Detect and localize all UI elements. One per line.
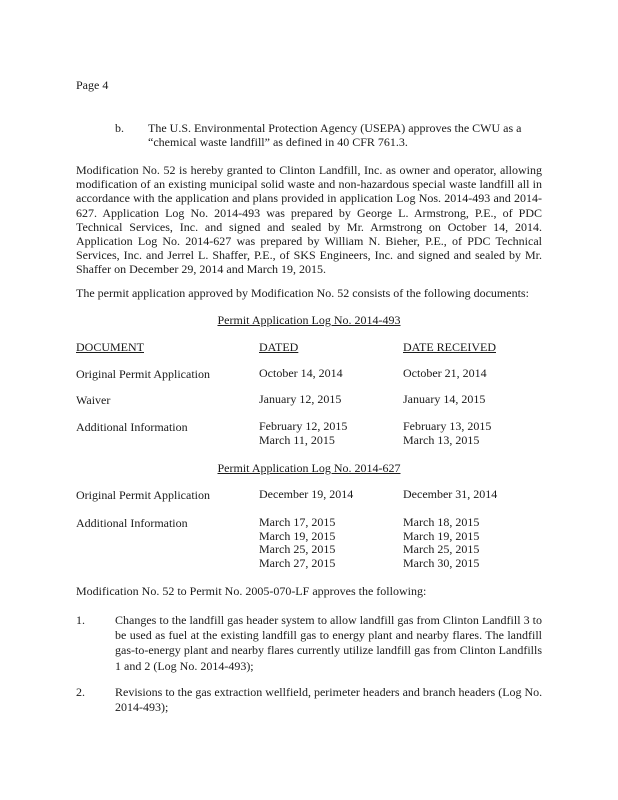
item-2-number: 2.	[76, 685, 85, 699]
item-b-text	[148, 121, 522, 149]
paragraph-line: 627. Application Log No. 2014-493 was prepared by George L. Armstrong, P.E., of PDC	[76, 205, 542, 220]
date-value: October 21, 2014	[403, 366, 487, 380]
paragraph-line: accordance with the application and plans provided in application Log Nos. 2014-493 and 2014-	[76, 191, 542, 206]
item-1-number: 1.	[76, 613, 85, 627]
table1-row1-dated	[259, 367, 343, 381]
table2-row1-dated	[259, 488, 353, 502]
table2-row1-received	[403, 488, 497, 502]
item-line: Changes to the landfill gas header system to allow landfill gas from Clinton Landfill 3 to	[115, 613, 542, 627]
table1-row1-received	[403, 367, 487, 381]
modification-paragraph	[76, 163, 542, 277]
table1-row2-received	[403, 393, 485, 407]
table2-title: Permit Application Log No. 2014-627	[217, 461, 401, 475]
intro-line: The permit application approved by Modification No. 52 consists of the following documents:	[76, 286, 529, 300]
paragraph-line: Technical Services, Inc. and signed and sealed by Mr. Armstrong on October 14, 2014.	[76, 219, 542, 234]
date-value: March 25, 2015	[403, 542, 480, 557]
approves-line: Modification No. 52 to Permit No. 2005-070-LF approves the following:	[76, 584, 427, 598]
date-value: March 19, 2015	[259, 528, 336, 543]
date-value: October 14, 2014	[259, 366, 343, 380]
date-value: February 13, 2015	[403, 419, 492, 433]
table2-row2-dated	[259, 516, 335, 570]
item-line: 1 and 2 (Log No. 2014-493);	[115, 658, 254, 673]
date-value: March 30, 2015	[403, 555, 480, 570]
date-value: March 25, 2015	[259, 542, 336, 557]
table2-row2-document: Additional Information	[76, 516, 188, 530]
item-line: Revisions to the gas extraction wellfield, perimeter headers and branch headers (Log No.	[115, 685, 543, 699]
paragraph-line: Services, Inc. and Jerrel L. Shaffer, P.E., of SKS Engineers, Inc. and signed and sealed by Mr.	[76, 248, 542, 263]
table1-row2-dated	[259, 393, 341, 407]
item-line: 2014-493);	[115, 700, 169, 715]
date-value: March 17, 2015	[259, 515, 336, 529]
date-value: March 18, 2015	[403, 515, 480, 529]
page-label: Page 4	[76, 78, 109, 92]
date-value: January 14, 2015	[403, 392, 486, 406]
item-2-text	[115, 685, 542, 715]
date-value: March 27, 2015	[259, 555, 336, 570]
date-value: March 13, 2015	[403, 432, 480, 447]
item-b-line-2: “chemical waste landfill” as defined in 40 CFR 761.3.	[148, 135, 408, 150]
table1-row3-dated	[259, 420, 347, 447]
table1-row1-document: Original Permit Application	[76, 367, 210, 381]
item-line: gas-to-energy plant and nearby flares currently utilize landfill gas from Clinton Landfills	[115, 643, 542, 658]
col-header-dated: DATED	[259, 340, 299, 354]
item-line: be used as fuel at the existing landfill gas to energy plant and nearby flares. The landfill	[115, 628, 542, 643]
item-b-marker: b.	[115, 121, 124, 135]
date-value: January 12, 2015	[259, 392, 342, 406]
paragraph-line: Shaffer on December 29, 2014 and March 19, 2015.	[76, 262, 327, 277]
table1-row3-received	[403, 420, 491, 447]
table2-row1-document: Original Permit Application	[76, 488, 210, 502]
date-value: February 12, 2015	[259, 419, 348, 433]
item-b-line-1: The U.S. Environmental Protection Agency (USEPA) approves the CWU as a	[148, 121, 522, 135]
date-value: March 11, 2015	[259, 432, 335, 447]
col-header-received: DATE RECEIVED	[403, 340, 496, 354]
paragraph-line: Application Log No. 2014-627 was prepared by William N. Bieher, P.E., of PDC Technical	[76, 234, 542, 249]
paragraph-line: Modification No. 52 is hereby granted to Clinton Landfill, Inc. as owner and operator, allowing	[76, 163, 542, 177]
date-value: December 19, 2014	[259, 487, 354, 501]
date-value: March 19, 2015	[403, 528, 480, 543]
table1-row3-document: Additional Information	[76, 420, 188, 434]
date-value: December 31, 2014	[403, 487, 498, 501]
col-header-document: DOCUMENT	[76, 340, 144, 354]
table2-row2-received	[403, 516, 479, 570]
table1-title: Permit Application Log No. 2014-493	[217, 313, 401, 327]
paragraph-line: modification of an existing municipal solid waste and non-hazardous special waste landfill all in	[76, 177, 542, 192]
table1-row2-document: Waiver	[76, 393, 111, 407]
item-1-text	[115, 613, 542, 674]
